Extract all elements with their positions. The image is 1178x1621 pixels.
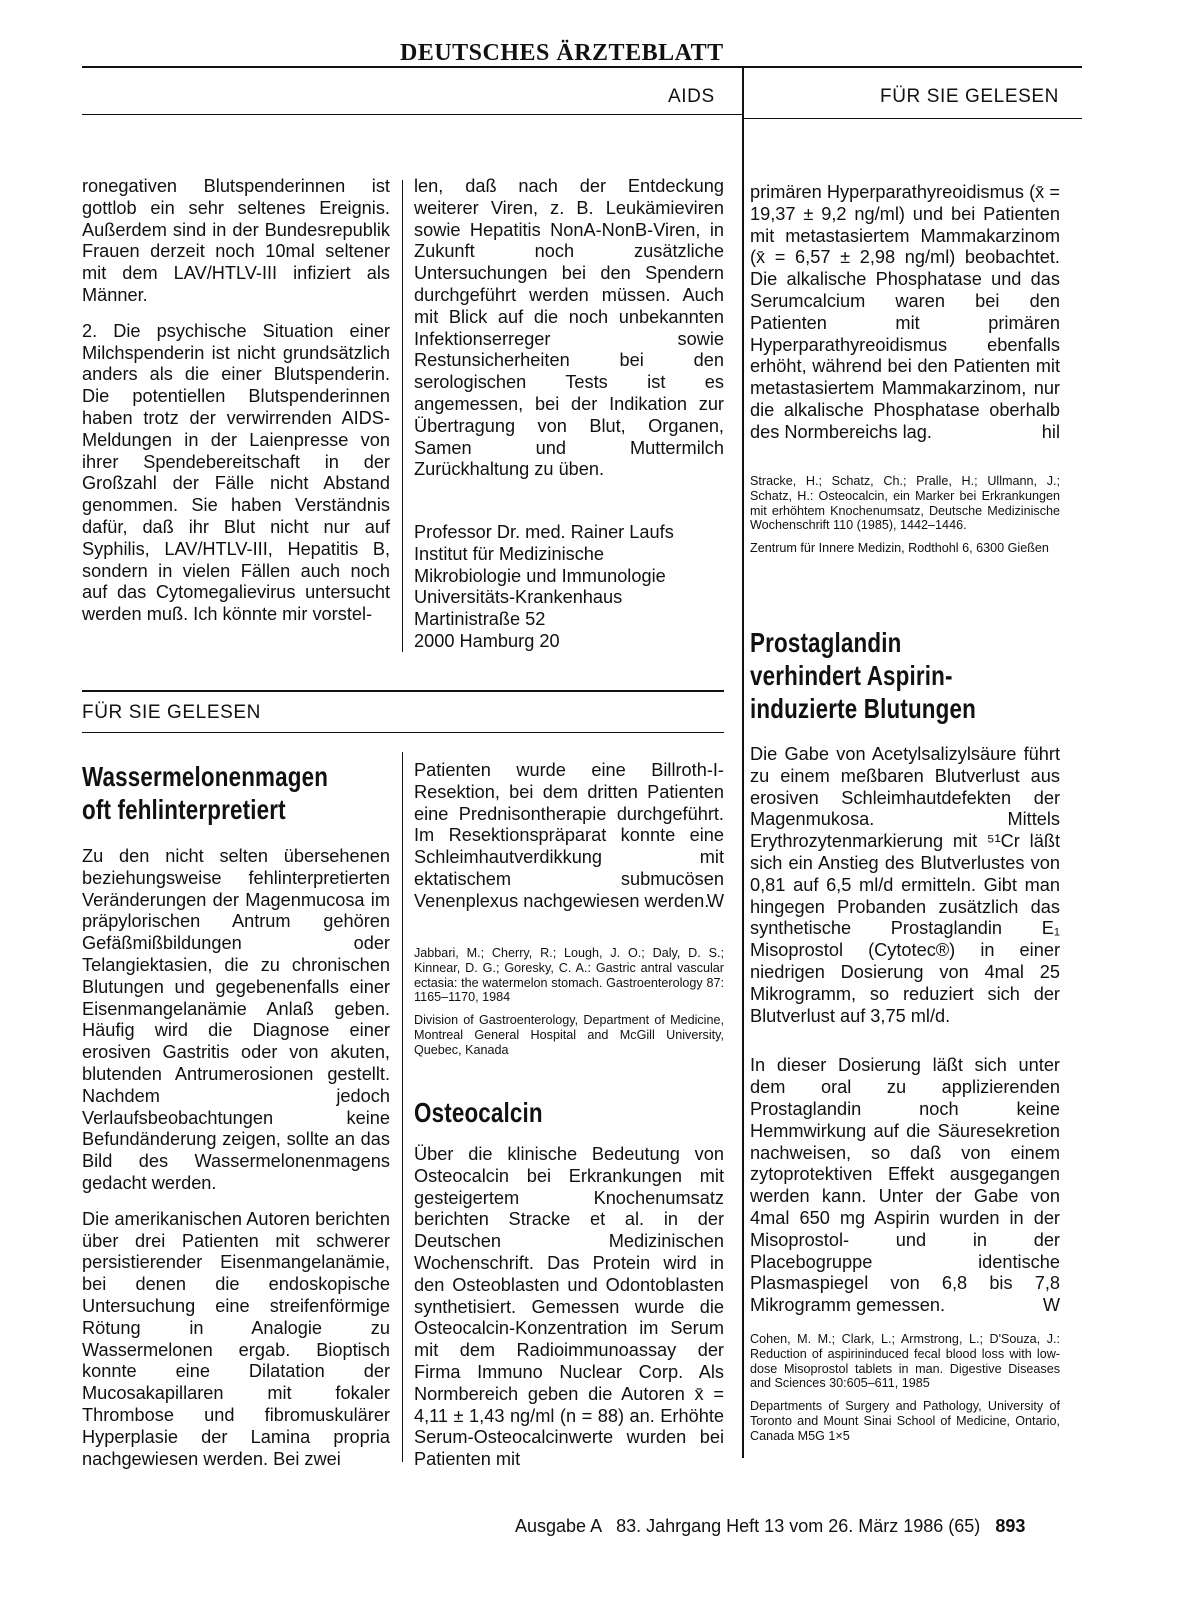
headline-line: induzierte Blutungen <box>750 693 976 724</box>
headline-line: Wassermelonenmagen <box>82 761 329 792</box>
affiliation: Departments of Surgery and Pathology, University of Toronto and Mount Sinai School of Medicine, Ontario, Canada M5G 1×5 <box>750 1399 1060 1443</box>
author-sign: W <box>706 890 724 911</box>
author-sign: W <box>1042 1294 1060 1315</box>
wassermelonen-continuation <box>414 760 724 912</box>
paragraph: In dieser Dosierung läßt sich unter dem oral zu applizierenden Prostaglandin noch keine Hemmwirkung auf die Säuresekretion nachweisen, so daß von einem zytoprotektiven Effekt ausgegangen werden kann. Unter der Gabe von 4mal 650 mg Aspirin wurden in der Misoprostol- und in der Placebogruppe identische Plasmaspiegel von 6,8 bis 7,8 Mikrogramm gemessen. <box>750 1055 1060 1316</box>
headline-wassermelonenmagen <box>82 760 328 826</box>
header-divider <box>742 68 744 1458</box>
headline-prostaglandin <box>750 626 976 725</box>
paragraph: len, daß nach der Entdeckung weiterer Viren, z. B. Leukämieviren sowie Hepatitis NonA-NonB-Viren, in Zukunft noch zusätzliche Untersuchungen bei den Spendern durchgeführt werden müssen. Auch mit Blick auf die noch unbekannten Infektionserreger sowie Restunsicherheiten bei den serologischen Tests ist es angemessen, bei der Indikation zur Übertragung von Blut, Organen, Samen und Muttermilch Zurückhaltung zu üben. <box>414 176 724 480</box>
paragraph: Die Gabe von Acetylsalizylsäure führt zu einem meßbaren Blutverlust aus erosiven Schleimhautdefekten der Magenmukosa. Mittels Erythrozytenmarkierung mit ⁵¹Cr läßt sich ein Anstieg des Blutverlustes von 0,81 auf 6,5 ml/d ermitteln. Gibt man hingegen Probanden zusätzlich das synthetische Prostaglandin E₁ Misoprostol (Cytotec®) in einer niedrigen Dosierung von 4mal 25 Mikrogramm, so reduziert sich der Blutverlust auf 3,75 ml/d. <box>750 744 1060 1026</box>
section-rule-bottom <box>82 732 724 733</box>
footer <box>515 1516 1025 1537</box>
reference-block <box>414 946 724 1058</box>
col3-top-text <box>750 182 1060 443</box>
reference: Jabbari, M.; Cherry, R.; Lough, J. O.; Daly, D. S.; Kinnear, D. G.; Goresky, C. A.: Gastric antral vascular ectasia: the watermelon stomach. Gastroenterology 87: 1165–1170, 1984 <box>414 946 724 1005</box>
prostaglandin-text <box>750 744 1060 1317</box>
wassermelonen-text <box>82 846 390 1470</box>
author-signature: Professor Dr. med. Rainer Laufs Institut für Medizinische Mikrobiologie und Immunologie Universitäts-Krankenhaus Martinistraße 52 2000 Hamburg 20 <box>414 522 674 651</box>
author-sign: hil <box>1041 421 1060 442</box>
footer-issue: Ausgabe A 83. Jahrgang Heft 13 vom 26. März 1986 (65) <box>515 1516 981 1536</box>
paragraph: Patienten wurde eine Billroth-I-Resektion, bei dem dritten Patienten eine Prednisontherapie durchgeführt. Im Resektionspräparat konnte eine Schleimhautverdikkung mit ektatischem submucösen Venenplexus nachgewiesen werden. <box>414 760 724 911</box>
reference: Stracke, H.; Schatz, Ch.; Pralle, H.; Ullmann, J.; Schatz, H.: Osteocalcin, ein Marker bei Erkrankungen mit erhöhtem Knochenumsatz, Deutsche Medizinische Wochenschrift 110 (1985), 1442–1446. <box>750 474 1060 533</box>
section-label-fuer-sie-gelesen: FÜR SIE GELESEN <box>880 86 1059 107</box>
page-number: 893 <box>995 1516 1026 1536</box>
headline-line: Prostaglandin <box>750 627 902 658</box>
reference: Cohen, M. M.; Clark, L.; Armstrong, L.; D'Souza, J.: Reduction of aspirininduced fecal blood loss with low-dose Misoprostol tablets in man. Digestive Diseases and Sciences 30:605–611, 1985 <box>750 1332 1060 1391</box>
column-divider <box>402 180 403 652</box>
headline-line: Osteocalcin <box>414 1097 543 1128</box>
masthead: DEUTSCHES ÄRZTEBLATT <box>400 40 724 66</box>
headline-line: verhindert Aspirin- <box>750 660 953 691</box>
col1-top-text <box>82 176 390 626</box>
reference-block <box>750 1332 1060 1444</box>
column-divider <box>402 752 403 1462</box>
headline-line: oft fehlinterpretiert <box>82 794 286 825</box>
paragraph: Über die klinische Bedeutung von Osteocalcin bei Erkrankungen mit gesteigertem Knochenumsatz berichten Stracke et al. in der Deutschen Medizinischen Wochenschrift. Das Protein wird in den Osteoblasten und Odontoblasten synthetisiert. Gemessen wurde die Osteocalcin-Konzentration im Serum mit dem Radioimmunoassay der Firma Immuno Nuclear Corp. Als Normbereich geben die Autoren x̄ = 4,11 ± 1,43 ng/ml (n = 88) an. Erhöhte Serum-Osteocalcinwerte wurden bei Patienten mit <box>414 1144 724 1470</box>
affiliation: Zentrum für Innere Medizin, Rodthohl 6, 6300 Gießen <box>750 541 1049 556</box>
paragraph: 2. Die psychische Situation einer Milchspenderin ist nicht grundsätzlich anders als die einer Blutspenderin. Die potentiellen Blutspenderinnen haben trotz der verwirrenden AIDS-Meldungen in der Laienpresse von ihrer Spendebereitschaft in der Großzahl der Fälle nicht Abstand genommen. Sie haben Verständnis dafür, daß ihr Blut nicht nur auf Syphilis, LAV/HTLV-III, Hepatitis B, sondern in vielen Fällen auch noch auf das Cytomegalievirus untersucht werden muß. Ich könnte mir vorstel- <box>82 320 390 625</box>
affiliation: Division of Gastroenterology, Department of Medicine, Montreal General Hospital and McGill University, Quebec, Kanada <box>414 1013 724 1057</box>
paragraph: Die amerikanischen Autoren berichten über drei Patienten mit schwerer persistierender Eisenmangelanämie, bei denen die endoskopische Untersuchung eine streifenförmige Rötung in Analogie zu Wassermelonen ergab. Bioptisch konnte eine Dilatation der Mucosakapillaren mit fokaler Thrombose und fibromuskulärer Hyperplasie der Lamina propria nachgewiesen werden. Bei zwei <box>82 1208 390 1469</box>
reference-block <box>750 474 1060 556</box>
section-label-fuer-sie-gelesen-mid: FÜR SIE GELESEN <box>82 702 261 723</box>
section-label-aids: AIDS <box>668 86 715 107</box>
header-bottom-rule-right <box>744 118 1082 119</box>
section-rule <box>82 690 724 692</box>
paragraph: primären Hyperparathyreoidismus (x̄ = 19,37 ± 9,2 ng/ml) und bei Patienten mit metastasiertem Mammakarzinom (x̄ = 6,57 ± 2,98 ng/ml) beobachtet. Die alkalische Phosphatase und das Serumcalcium waren bei den Patienten mit primären Hyperparathyreoidismus ebenfalls erhöht, während bei den Patienten mit metastasiertem Mammakarzinom, nur die alkalische Phosphatase oberhalb des Normbereichs lag. <box>750 182 1060 442</box>
masthead-rule <box>82 66 1082 68</box>
osteocalcin-text <box>414 1144 724 1471</box>
paragraph: ronegativen Blutspenderinnen ist gottlob ein sehr seltenes Ereignis. Außerdem sind in der Bundesrepublik Frauen derzeit noch 10mal seltener mit dem LAV/HTLV-III infiziert als Männer. <box>82 176 390 305</box>
headline-osteocalcin <box>414 1096 543 1129</box>
paragraph: Zu den nicht selten übersehenen beziehungsweise fehlinterpretierten Veränderungen der Magenmucosa im präpylorischen Antrum gehören Gefäßmißbildungen oder Telangiektasien, die zu chronischen Blutungen und gegebenenfalls einer Eisenmangelanämie Anlaß geben. Häufig wird die Diagnose einer erosiven Gastritis oder von akuten, blutenden Antrumerosionen gestellt. Nachdem jedoch Verlaufsbeobachtungen keine Befundänderung zeigen, sollte an das Bild des Wassermelonenmagens gedacht werden. <box>82 846 390 1193</box>
col2-top-text <box>414 176 724 481</box>
header-bottom-rule <box>82 114 742 115</box>
